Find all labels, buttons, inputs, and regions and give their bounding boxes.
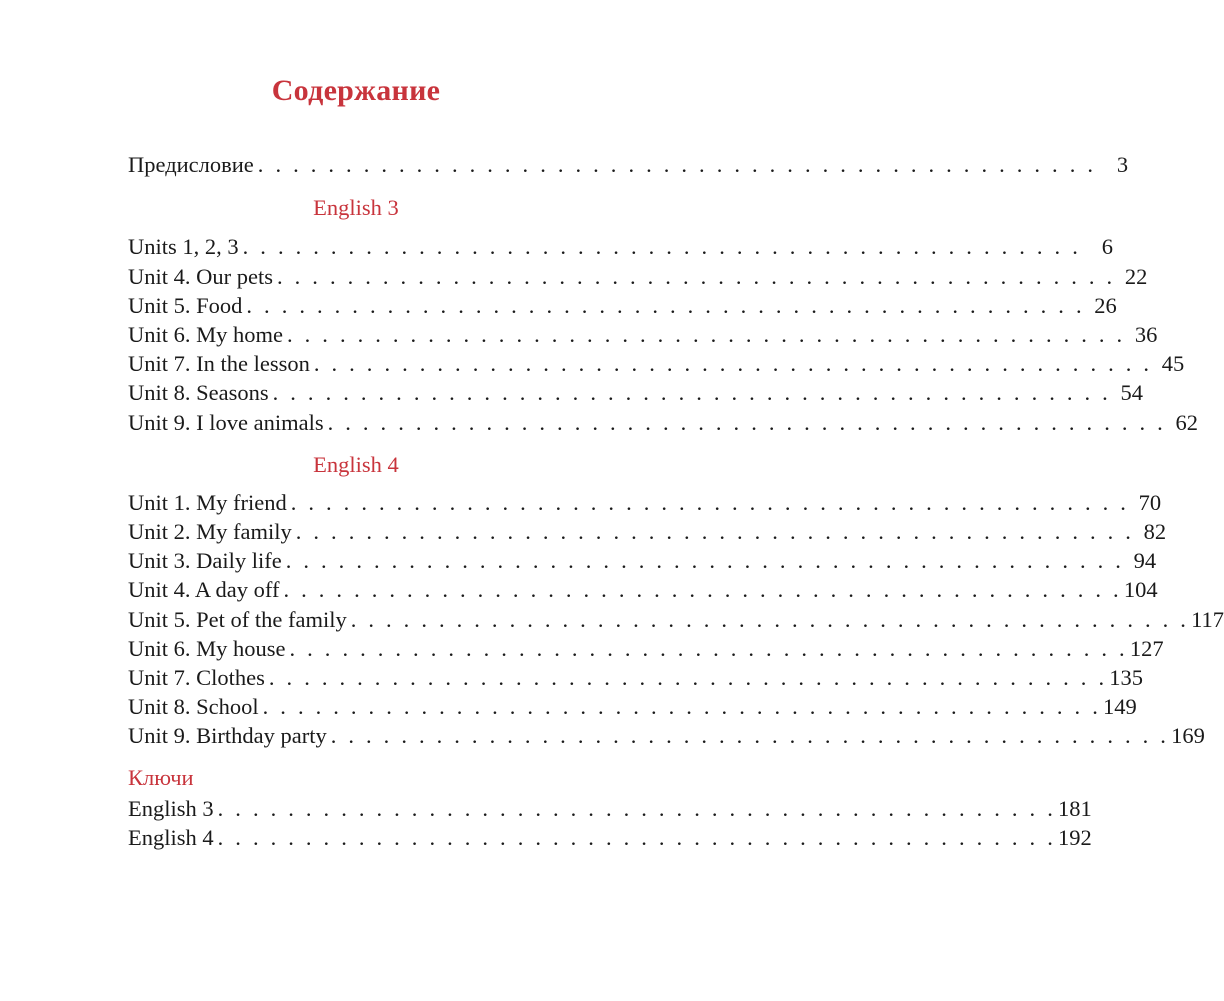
dot-leader: . . . . . . . . . . . . . . . . . . . . . . . . . . . . . . . . . . . . . . . . . . . . . . . . [285, 548, 1125, 574]
toc-entry-label: Unit 9. I love animals [128, 409, 324, 435]
toc-entry-page: 3 [1116, 152, 1129, 177]
toc-entry-page: 45 [1161, 351, 1185, 377]
section-heading-english-3: English 3 [313, 195, 399, 221]
toc-entry-label: Unit 7. Clothes [128, 665, 265, 690]
toc-entry-label: Unit 6. My home [128, 321, 283, 347]
dot-leader: . . . . . . . . . . . . . . . . . . . . . . . . . . . . . . . . . . . . . . . . . . . . . . . . [217, 795, 1057, 821]
dot-leader: . . . . . . . . . . . . . . . . . . . . . . . . . . . . . . . . . . . . . . . . . . . . . . . . [313, 351, 1153, 377]
dot-leader: . . . . . . . . . . . . . . . . . . . . . . . . . . . . . . . . . . . . . . . . . . . . . . . . [287, 321, 1126, 347]
toc-entry [128, 663, 1144, 692]
toc-entry [128, 721, 1205, 750]
toc-entry-label: Unit 9. Birthday party [128, 723, 327, 749]
dot-leader: . . . . . . . . . . . . . . . . . . . . . . . . . . . . . . . . . . . . . . . . . . . . . . . . [242, 234, 1082, 260]
toc-entry [128, 794, 1092, 823]
toc-entry-label: Unit 5. Food [128, 292, 243, 318]
toc-entry-page: 26 [1094, 292, 1117, 318]
toc-entry [128, 517, 1167, 546]
toc-entry [128, 408, 1198, 437]
dot-leader: . . . . . . . . . . . . . . . . . . . . . . . . . . . . . . . . . . . . . . . . . . . . . . . . [262, 694, 1102, 720]
dot-leader: . . . . . . . . . . . . . . . . . . . . . . . . . . . . . . . . . . . . . . . . . . . . . . . . [277, 263, 1116, 289]
toc-entry [128, 291, 1117, 320]
toc-entry-page: 149 [1103, 694, 1137, 720]
dot-leader: . . . . . . . . . . . . . . . . . . . . . . . . . . . . . . . . . . . . . . . . . . . . . . . . [268, 665, 1108, 690]
dot-leader: . . . . . . . . . . . . . . . . . . . . . . . . . . . . . . . . . . . . . . . . . . . . . . . . [330, 723, 1170, 749]
section-heading-keys: Ключи [128, 764, 194, 790]
toc-entry [128, 692, 1137, 721]
toc-entry-label: Unit 7. In the lesson [128, 351, 310, 377]
toc-entry-label: Unit 2. My family [128, 519, 292, 545]
dot-leader: . . . . . . . . . . . . . . . . . . . . . . . . . . . . . . . . . . . . . . . . . . . . . . . . [327, 409, 1166, 435]
toc-entry-label: Предисловие [128, 152, 254, 177]
dot-leader: . . . . . . . . . . . . . . . . . . . . . . . . . . . . . . . . . . . . . . . . . . . . . . . . [246, 292, 1085, 318]
dot-leader: . . . . . . . . . . . . . . . . . . . . . . . . . . . . . . . . . . . . . . . . . . . . . . . . [289, 635, 1128, 661]
toc-entry-page: 104 [1123, 577, 1158, 603]
toc-entry-page: 192 [1058, 824, 1092, 850]
toc-entry-page: 36 [1134, 321, 1158, 347]
toc-entry-page: 127 [1129, 635, 1164, 661]
dot-leader: . . . . . . . . . . . . . . . . . . . . . . . . . . . . . . . . . . . . . . . . . . . . . . . . [217, 824, 1057, 850]
toc-entry-label: Unit 1. My friend [128, 489, 287, 515]
toc-entry-label: Unit 3. Daily life [128, 548, 282, 574]
toc-entry-page: 6 [1101, 234, 1114, 260]
toc-entry-page: 169 [1171, 723, 1205, 749]
toc-entry-label: Unit 8. Seasons [128, 380, 269, 406]
toc-entry [128, 605, 1224, 634]
toc-entry-label: Unit 5. Pet of the family [128, 606, 347, 632]
dot-leader: . . . . . . . . . . . . . . . . . . . . . . . . . . . . . . . . . . . . . . . . . . . . . . . . [290, 489, 1130, 515]
toc-entry [128, 262, 1148, 291]
section-heading-english-4: English 4 [313, 451, 399, 477]
dot-leader: . . . . . . . . . . . . . . . . . . . . . . . . . . . . . . . . . . . . . . . . . . . . . . . . [350, 606, 1190, 632]
toc-entry-label: Unit 4. Our pets [128, 263, 273, 289]
toc-entry [128, 546, 1157, 575]
toc-entry-page: 22 [1124, 263, 1148, 289]
toc-entry [128, 232, 1114, 261]
toc-entry-page: 94 [1133, 548, 1157, 574]
toc-entry-label: English 4 [128, 824, 214, 850]
toc-entry-page: 181 [1058, 795, 1092, 821]
dot-leader: . . . . . . . . . . . . . . . . . . . . . . . . . . . . . . . . . . . . . . . . . . . . . . . . [283, 577, 1122, 603]
toc-entry-label: Unit 8. School [128, 694, 259, 720]
toc-entry-label: Unit 4. A day off [128, 577, 280, 603]
toc-entry-label: English 3 [128, 795, 214, 821]
page-title: Содержание [271, 74, 441, 107]
toc-entry-page: 70 [1138, 489, 1162, 515]
toc-entry-label: Units 1, 2, 3 [128, 234, 239, 260]
toc-entry [128, 575, 1158, 604]
dot-leader: . . . . . . . . . . . . . . . . . . . . . . . . . . . . . . . . . . . . . . . . . . . . . . . . [272, 380, 1111, 406]
toc-entry [128, 823, 1092, 852]
toc-entry-page: 117 [1191, 606, 1224, 632]
toc-entry [128, 634, 1164, 663]
toc-entry [128, 349, 1185, 378]
table-of-contents [128, 150, 1224, 852]
toc-entry-label: Unit 6. My house [128, 635, 286, 661]
toc-entry-page: 135 [1109, 665, 1144, 690]
toc-entry [128, 488, 1162, 517]
toc-entry [128, 378, 1143, 407]
dot-leader: . . . . . . . . . . . . . . . . . . . . . . . . . . . . . . . . . . . . . . . . . . . . . . . . [295, 519, 1135, 545]
toc-entry-preface [128, 150, 1129, 179]
toc-entry-page: 62 [1175, 409, 1198, 435]
toc-entry-page: 54 [1120, 380, 1143, 406]
toc-entry-page: 82 [1143, 519, 1167, 545]
toc-entry [128, 320, 1158, 349]
dot-leader: . . . . . . . . . . . . . . . . . . . . . . . . . . . . . . . . . . . . . . . . . . . . . . . . [257, 152, 1097, 177]
